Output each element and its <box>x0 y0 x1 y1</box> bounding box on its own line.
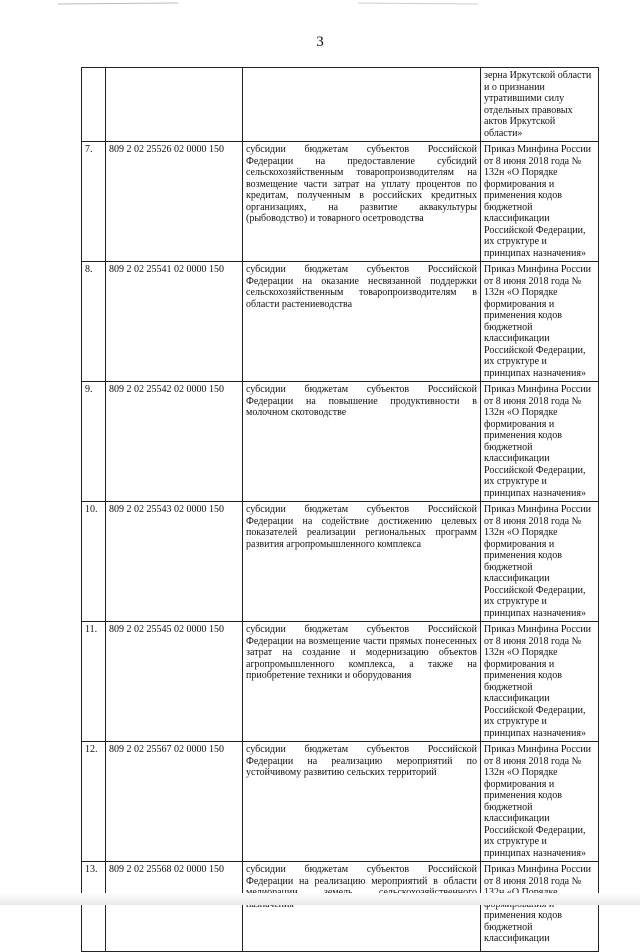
row-description <box>243 68 481 142</box>
legal-reference: Приказ Минфина России от 8 июня 2018 года № 132н «О Порядке формирования и применения кодов бюджетной классификации Российской Федерации, их структуре и принципах назначения» <box>481 262 599 382</box>
table-row-continuation <box>82 68 599 142</box>
budget-code: 809 2 02 25542 02 0000 150 <box>106 382 243 502</box>
budget-code: 809 2 02 25568 02 0000 150 <box>106 862 243 952</box>
legal-reference: Приказ Минфина России от 8 июня 2018 года № 132н «О Порядке формирования и применения кодов бюджетной классификации Российской Федерации, их структуре и принципах назначения» <box>481 382 599 502</box>
row-description: субсидии бюджетам субъектов Российской Федерации на повышение продуктивности в молочном скотоводстве <box>243 382 481 502</box>
row-description: субсидии бюджетам субъектов Российской Федерации на предоставление субсидий сельскохозяйственным товаропроизводителям на возмещение части затрат на уплату процентов по кредитам, полученным в российских кредитных организациях, на развитие аквакультуры (рыбоводство) и товарного осетроводства <box>243 142 481 262</box>
budget-code: 809 2 02 25545 02 0000 150 <box>106 622 243 742</box>
row-description: субсидии бюджетам субъектов Российской Федерации на реализацию мероприятий по устойчивому развитию сельских территорий <box>243 742 481 862</box>
legal-reference: зерна Иркутской области и о признании утратившими силу отдельных правовых актов Иркутской области» <box>481 68 599 142</box>
row-description: субсидии бюджетам субъектов Российской Федерации на содействие достижению целевых показателей реализации региональных программ развития агропромышленного комплекса <box>243 502 481 622</box>
scan-artifact <box>58 2 478 6</box>
row-description: субсидии бюджетам субъектов Российской Федерации на оказание несвязанной поддержки сельскохозяйственным товаропроизводителям в области растениеводства <box>243 262 481 382</box>
table-row <box>82 262 599 382</box>
row-number <box>82 68 106 142</box>
legal-reference: Приказ Минфина России от 8 июня 2018 года № 132н «О Порядке формирования и применения кодов бюджетной классификации Российской Федерации, их структуре и принципах назначения» <box>481 742 599 862</box>
budget-code: 809 2 02 25543 02 0000 150 <box>106 502 243 622</box>
budget-code: 809 2 02 25526 02 0000 150 <box>106 142 243 262</box>
table-row <box>82 142 599 262</box>
table-row <box>82 502 599 622</box>
row-number: 7. <box>82 142 106 262</box>
table-row <box>82 622 599 742</box>
row-description: субсидии бюджетам субъектов Российской Федерации на возмещение части прямых понесенных затрат на создание и модернизацию объектов агропромышленного комплекса, а также на приобретение техники и оборудования <box>243 622 481 742</box>
page-number: 3 <box>316 34 324 50</box>
row-number: 10. <box>82 502 106 622</box>
legal-reference: Приказ Минфина России от 8 июня 2018 года № 132н «О Порядке формирования и применения кодов бюджетной классификации Российской Федерации, их структуре и принципах назначения» <box>481 622 599 742</box>
row-number: 12. <box>82 742 106 862</box>
row-number: 8. <box>82 262 106 382</box>
row-number: 13. <box>82 862 106 952</box>
row-number: 11. <box>82 622 106 742</box>
budget-code: 809 2 02 25541 02 0000 150 <box>106 262 243 382</box>
budget-code: 809 2 02 25567 02 0000 150 <box>106 742 243 862</box>
legal-reference: Приказ Минфина России от 8 июня 2018 года № применения кодов бюджетной классификации <box>481 862 599 952</box>
scan-bottom-edge <box>0 893 640 905</box>
budget-code <box>106 68 243 142</box>
row-number: 9. <box>82 382 106 502</box>
legal-reference: Приказ Минфина России от 8 июня 2018 года № 132н «О Порядке формирования и применения кодов бюджетной классификации Российской Федерации, их структуре и принципах назначения» <box>481 142 599 262</box>
row-description: субсидии бюджетам субъектов Российской Федерации на реализацию мероприятий в области <box>243 862 481 952</box>
table-row <box>82 742 599 862</box>
table-row <box>82 382 599 502</box>
table-row <box>82 862 599 952</box>
legal-reference: Приказ Минфина России от 8 июня 2018 года № 132н «О Порядке формирования и применения кодов бюджетной классификации Российской Федерации, их структуре и принципах назначения» <box>481 502 599 622</box>
classification-table <box>81 67 599 952</box>
